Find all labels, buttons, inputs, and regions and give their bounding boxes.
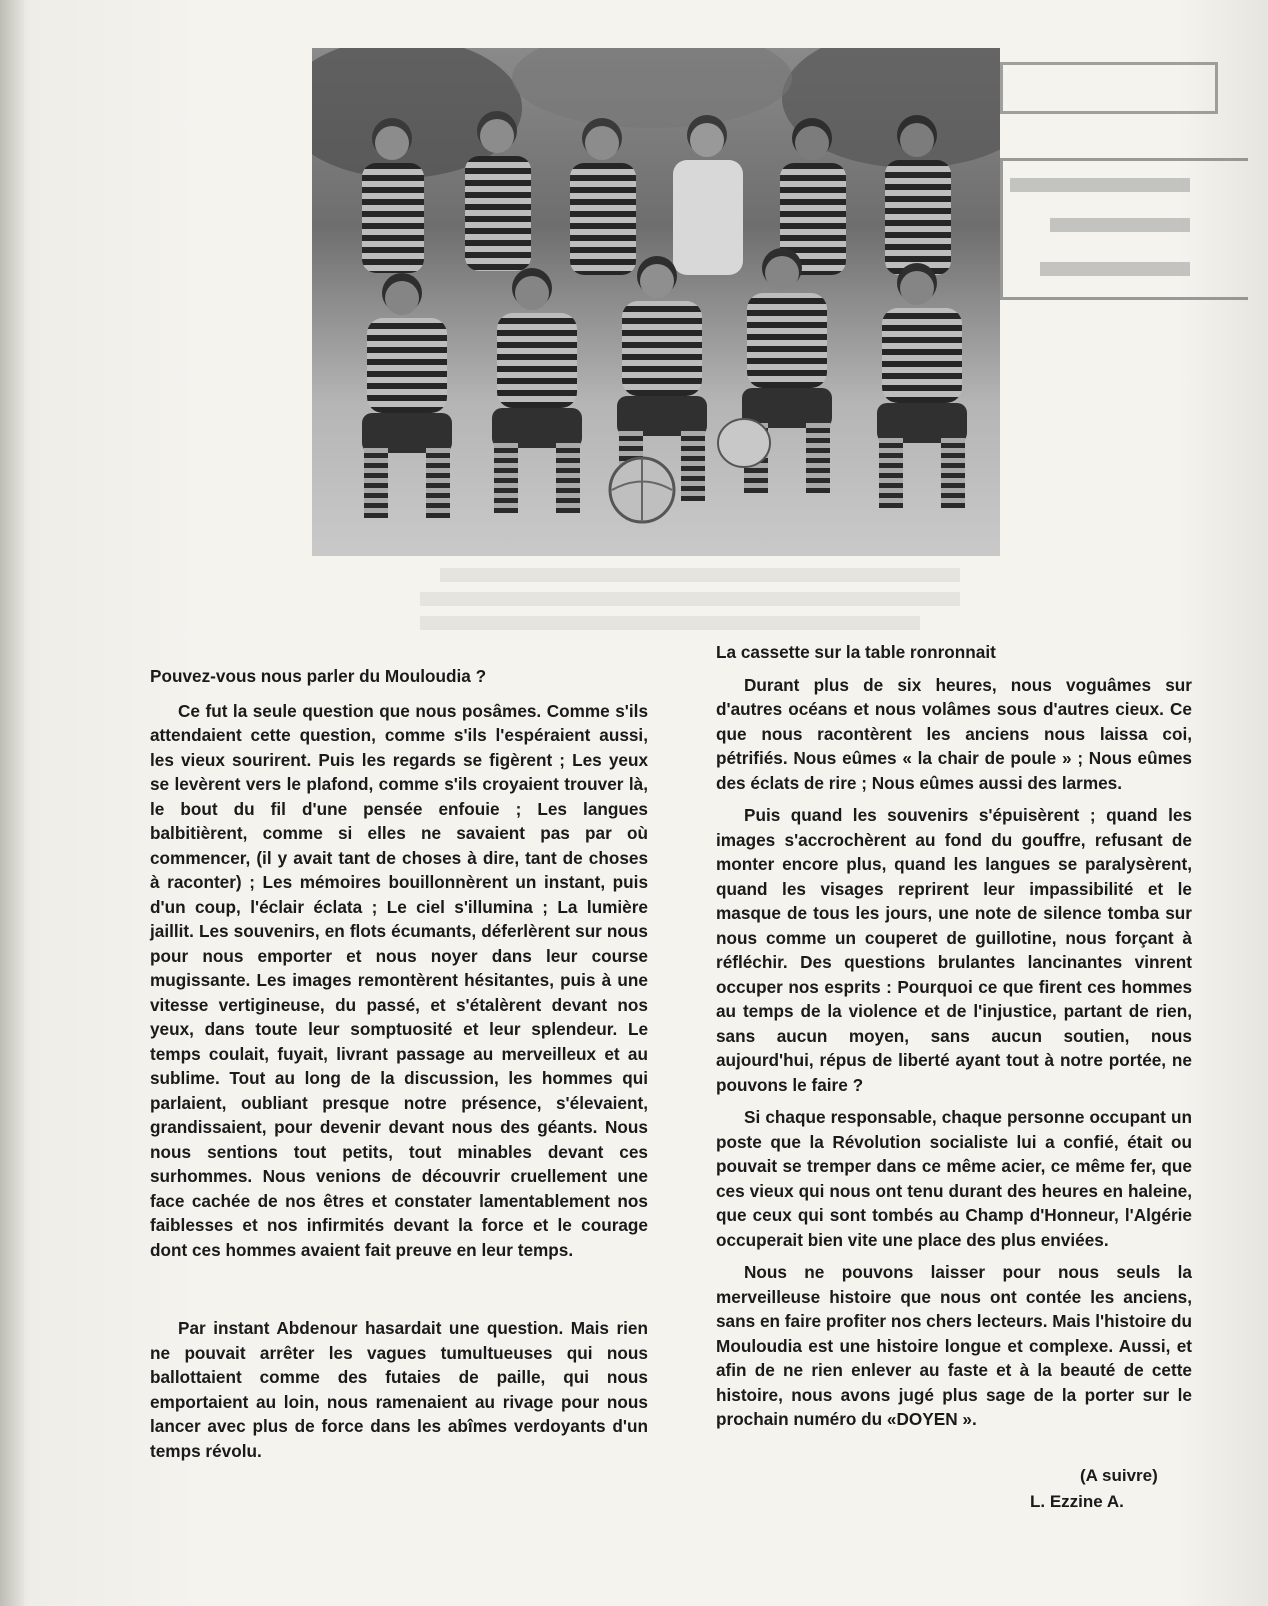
page-spine-shadow: [0, 0, 24, 1606]
article-paragraph: La cassette sur la table ronronnait: [716, 642, 996, 662]
article-paragraph: Puis quand les souvenirs s'épuisèrent ; quand les images s'accrochèrent au fond du gouffre, refusant de monter encore plus, quand les langues se paralysèrent, quand les visages reprirent leur impassibilité et le masque de tous les jours, une note de silence tomba sur nous comme un couperet de guillotine, nous forçant à réfléchir. Des questions brulantes lancinantes vinrent occuper nos esprits : Pourquoi ce que firent ces hommes au temps de la violence et de l'injustice, partant de rien, sans aucun moyen, sans aucun soutien, nous aujourd'hui, répus de liberté ayant tout à notre portée, ne pouvons le faire ?: [716, 805, 1192, 1095]
bleed-through-line: [1010, 178, 1190, 192]
article-column-left: [150, 664, 648, 1471]
bleed-through-header: [1000, 62, 1218, 114]
team-photo-drawing: [312, 48, 1000, 556]
article-paragraph: Par instant Abdenour hasardait une question. Mais rien ne pouvait arrêter les vagues tumultueuses qui nous ballottaient comme des futaies de paille, qui nous emportaient au loin, nous ramenaient au rivage pour nous lancer avec plus de force dans les abîmes verdoyants d'un temps révolu.: [150, 1318, 648, 1461]
bleed-through-line: [1050, 218, 1190, 232]
interview-question: Pouvez-vous nous parler du Mouloudia ?: [150, 666, 487, 686]
bleed-through-text: [420, 592, 960, 606]
article-paragraph: Ce fut la seule question que nous posâmes. Comme s'ils attendaient cette question, comme s'ils l'espéraient aussi, les vieux sourirent. Puis les regards se figèrent ; Les yeux se levèrent vers le plafond, comme s'ils croyaient trouver là, le bout du fil d'une pensée enfouie ; Les langues balbitièrent, comme si elles ne savaient pas par où commencer, (il y avait tant de choses à dire, tant de choses à raconter) ; Les mémoires bouillonnèrent un instant, puis d'un coup, l'éclair éclata ; Le ciel s'illumina ; La lumière jaillit. Les souvenirs, en flots écumants, déferlèrent sur nous pour nous emporter et nous noyer dans leur course mugissante. Les images remontèrent hésitantes, puis à une vitesse vertigineuse, du passé, et s'étalèrent devant nos yeux, dans toute leur somptuosité et leur splendeur. Le temps coulait, fuyait, livrant passage au merveilleux et au sublime. Tout au long de la discussion, les hommes qui parlaient, oubliant presque notre présence, s'élevaient, grandissaient, pour devenir devant nous des géants. Nous nous sentions tout petits, tout minables devant ces surhommes. Nous venions de découvrir cruellement une face cachée de nos êtres et constater lamentablement nos faiblesses et nos infirmités devant la force et le courage dont ces hommes avaient fait preuve en leur temps.: [150, 700, 648, 1260]
to-be-continued: (A suivre): [1080, 1466, 1158, 1485]
article-paragraph: Si chaque responsable, chaque personne occupant un poste que la Révolution socialiste lui a confié, était ou pouvait se tremper dans ce même acier, ce même fer, que ces vieux qui nous ont tenu durant des heures en haleine, que ceux qui sont tombés au Champ d'Honneur, l'Algérie occuperait bien vite une place des plus enviées.: [716, 1107, 1192, 1250]
bleed-through-line: [1040, 262, 1190, 276]
team-photo: [312, 48, 1000, 556]
article-paragraph: Durant plus de six heures, nous voguâmes sur d'autres océans et nous volâmes sous d'autres cieux. Ce que nous racontèrent les anciens nous laissa coi, pétrifiés. Nous eûmes « la chair de poule » ; Nous eûmes des éclats de rire ; Nous eûmes aussi des larmes.: [716, 674, 1192, 793]
article-paragraph: Nous ne pouvons laisser pour nous seuls la merveilleuse histoire que nous ont contée les anciens, sans en faire profiter nos chers lecteurs. Mais l'histoire du Mouloudia est une histoire longue et complexe. Aussi, et afin de ne rien enlever au faste et à la beauté de cette histoire, nous avons jugé plus sage de la porter sur le prochain numéro du «DOYEN ».: [716, 1262, 1192, 1429]
bleed-through-text: [440, 568, 960, 582]
bleed-through-text: [420, 616, 920, 630]
author-signature: L. Ezzine A.: [1030, 1492, 1124, 1511]
article-column-right: [716, 640, 1192, 1440]
